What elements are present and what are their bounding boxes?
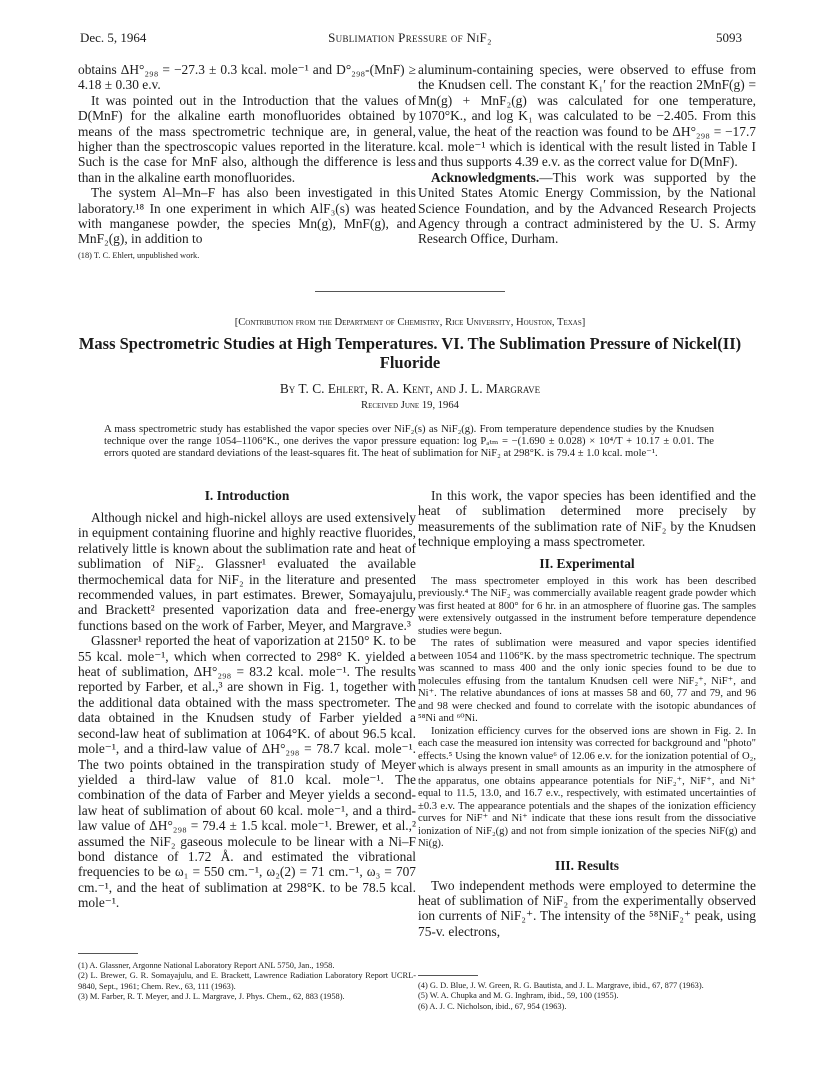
header-running-title: Sublimation Pressure of NiF₂ — [328, 30, 492, 45]
paragraph: The mass spectrometer employed in this work has been described previously.⁴ The NiF₂ was commercially available reagent grade powder which was first heated at 800° for 6 hr. in an atmosphere of fluorine gas. The samples were extensively outgassed in the instrument before temperature dependence studies were begun. — [418, 575, 756, 637]
footnote: (3) M. Farber, R. T. Meyer, and J. L. Margrave, J. Phys. Chem., 62, 883 (1958). — [78, 992, 345, 1002]
paragraph: Ionization efficiency curves for the observed ions are shown in Fig. 2. In each case the measured ion intensity was corrected for background and "photo" effects.⁵ Using the known value⁶ of 12.06 e.v. for the ionization potential of O₂, which is always present in small amounts as an impurity in the atmosphere of the apparatus, one obtains appearance potentials for NiF₂⁺, NiF⁺, and Ni⁺ equal to 11.5, 13.0, and 16.7 e.v., respectively, with estimated uncertainties of ±0.3 e.v. The appearance potentials and the shapes of the ionization efficiency curves for NiF⁺ and Ni⁺ indicate that these ions result from the dissociative ionization of NiF₂(g) and not from simple ionization of the species NiF(g) and Ni(g). — [418, 725, 756, 850]
paragraph: Glassner¹ reported the heat of vaporization at 2150° K. to be 55 kcal. mole⁻¹, which when corrected to 298° K. yielded a heat of sublimation, ΔH°₂₉₈ = 83.2 kcal. mole⁻¹. The results reported by Farber, et al.,³ are shown in Fig. 1, together with the additional data obtained with the mass spectrometer. The data obtained in the Knudsen study of Farber yielded a second-law heat of sublimation at 1064°K. of about 96.5 kcal. mole⁻¹, and a third-law value of ΔH°₂₉₈ = 78.7 kcal. mole⁻¹. The two points obtained in the transpiration study of Meyer yielded a third-law value of 81.0 kcal. mole⁻¹. The combination of the data of Farber and Meyer yields a second-law heat of sublimation of about 60 kcal. mole⁻¹, and a third-law value of ΔH°₂₉₈ = 79.4 ± 1.5 kcal. mole⁻¹. Brewer, et al.,² assumed the NiF₂ gaseous molecule to be linear with a Ni–F bond distance of 1.72 Å. and estimated the vibrational frequencies to be ω₁ = 550 cm.⁻¹, ω₂(2) = 71 cm.⁻¹, ω₃ = 707 cm.⁻¹, and the heat of sublimation at 298°K. to be 78.5 kcal. mole⁻¹. — [78, 633, 416, 911]
article-separator-rule — [315, 291, 505, 292]
paragraph: In this work, the vapor species has been identified and the heat of sublimation determined more precisely by measurements of the sublimation rate of NiF₂ by the Knudsen technique employing a mass spectrometer. — [418, 488, 756, 550]
footnote: (6) A. J. C. Nicholson, ibid., 67, 954 (1963). — [418, 1001, 567, 1011]
acknowledgments-text: —This work was supported by the United States Atomic Energy Commission, by the National Science Foundation, and by the Advanced Research Projects Agency through a contract administered by the U. S. Army Research Office, Durham. — [418, 169, 756, 247]
paragraph: aluminum-containing species, were observed to effuse from the Knudsen cell. The constant K₁′ for the reaction 2MnF(g) = Mn(g) + MnF₂(g) was calculated for one temperature, 1070°K., and log K₁ was calculated to be −2.405. From this value, the heat of the reaction was found to be ΔH°₂₉₈ = −17.7 kcal. mole⁻¹ which is identical with the result listed in Table I and thus supports 4.39 e.v. as the correct value for D(MnF). — [418, 62, 756, 170]
previous-article-right-column — [418, 62, 756, 247]
section-heading-results: III. Results — [555, 857, 619, 873]
paragraph: obtains ΔH°₂₉₈ = −27.3 ± 0.3 kcal. mole⁻¹ and D°₂₉₈-(MnF) ≥ 4.18 ± 0.30 e.v. — [78, 62, 416, 93]
author-line: By T. C. Ehlert, R. A. Kent, and J. L. Margrave — [279, 381, 541, 396]
article-title: Mass Spectrometric Studies at High Temperatures. VI. The Sublimation Pressure of Nickel(II) Fluoride — [78, 334, 742, 372]
paragraph: The system Al–Mn–F has also been investigated in this laboratory.¹⁸ In one experiment in which AlF₃(s) was heated with manganese powder, the species Mn(g), MnF(g), and MnF₂(g), in addition to — [78, 185, 416, 247]
footnote: (1) A. Glassner, Argonne National Laboratory Report ANL 5750, Jan., 1958. — [78, 961, 335, 970]
acknowledgments-label: Acknowledgments. — [431, 169, 540, 185]
footnote: (5) W. A. Chupka and M. G. Inghram, ibid., 59, 100 (1955). — [418, 991, 619, 1001]
paragraph: Two independent methods were employed to determine the heat of sublimation of NiF₂ from the experimentally observed ion currents of NiF₂⁺. The intensity of the ⁵⁸NiF₂⁺ peak, using 75-v. electrons, — [418, 877, 756, 939]
acknowledgments-paragraph — [418, 170, 756, 247]
footnote-rule — [418, 975, 478, 976]
footnote-rule — [78, 953, 138, 954]
header-date: Dec. 5, 1964 — [80, 30, 147, 45]
footnote: (2) L. Brewer, G. R. Somayajulu, and E. Brackett, Lawrence Radiation Laboratory Report UCRL-9840, Sept., 1961; Chem. Rev., 63, 111 (1963). — [78, 971, 416, 991]
article-left-column — [78, 488, 416, 911]
footnotes-right — [418, 981, 756, 1012]
section-heading-experimental: II. Experimental — [539, 555, 635, 571]
received-date: Received June 19, 1964 — [361, 400, 459, 411]
footnotes-left — [78, 961, 416, 1003]
section-heading-introduction: I. Introduction — [204, 488, 290, 503]
abstract: A mass spectrometric study has established the vapor species over NiF₂(s) as NiF₂(g). From temperature dependence studies by the Knudsen technique over the range 1054–1106°K., one derives the vapor pressure equation: log Pₐₜₘ = −(1.690 ± 0.028) × 10⁴/T + 10.17 ± 0.01. The errors quoted are standard deviations of the least-squares fit. The heat of sublimation for NiF₂ at 298°K. is 79.4 ± 1.0 kcal. mole⁻¹. — [104, 424, 714, 460]
footnote: (4) G. D. Blue, J. W. Green, R. G. Bautista, and J. L. Margrave, ibid., 67, 877 (1963). — [418, 981, 704, 990]
paragraph: It was pointed out in the Introduction that the values of D(MnF) for the alkaline earth monofluorides obtained by means of the mass spectrometric technique are, in general, higher than the spectroscopic values reported in the literature. Such is the case for MnF also, although the difference is less than in the alkaline earth monofluorides. — [78, 92, 416, 185]
header-page-number: 5093 — [716, 30, 742, 45]
article-right-column — [418, 488, 756, 939]
footnote: (18) T. C. Ehlert, unpublished work. — [78, 250, 200, 260]
contribution-line: [Contribution from the Department of Chemistry, Rice University, Houston, Texas] — [234, 317, 586, 328]
paragraph: The rates of sublimation were measured and vapor species identified between 1054 and 1106°K. by the mass spectrometric technique. The spectrum was scanned to mass 400 and the only ionic species found to be due to molecules effusing from the tantalum Knudsen cell were NiF₂⁺, NiF⁺, and Ni⁺. The relative abundances of ions at masses 58 and 60, 77 and 79, and 96 and 98 were checked and found to correlate with the isotopic abundances of ⁵⁸Ni and ⁶⁰Ni. — [418, 638, 756, 725]
previous-article-left-column — [78, 62, 416, 261]
paragraph: Although nickel and high-nickel alloys are used extensively in equipment containing fluorine and highly reactive fluorides, relatively little is known about the sublimation rate and heat of sublimation of NiF₂. Glassner¹ evaluated the available thermochemical data for NiF₂ in the literature and presented recommended values, in part estimates. Brewer, Somayajulu, and Brackett² presented vaporization data and free-energy functions based on the work of Farber, Meyer, and Margrave.³ — [78, 510, 416, 633]
